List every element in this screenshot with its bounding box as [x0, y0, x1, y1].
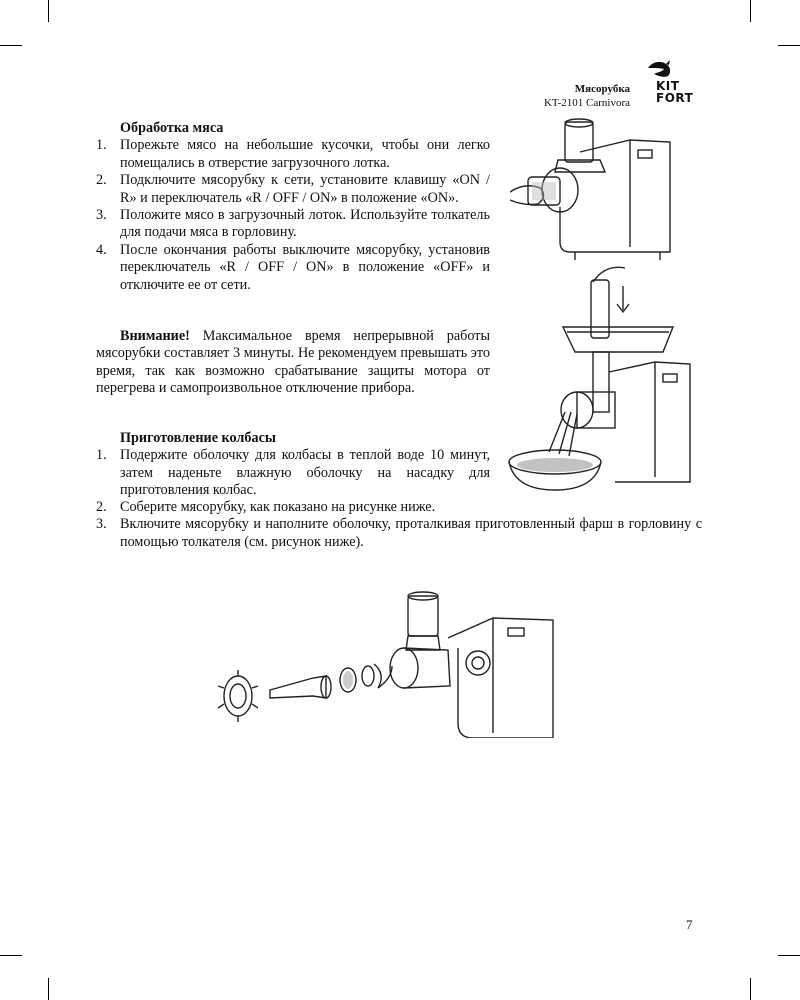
- instructions-list: [96, 137, 490, 294]
- crop-mark: [750, 0, 751, 22]
- instructions-list: [96, 447, 490, 499]
- ring-nut: [224, 676, 252, 716]
- list-item: 1. Подержите оболочку для колбасы в теплой воде 10 минут, затем наденьте влажную оболочку на насадку для приготовления колбас.: [96, 447, 490, 499]
- figure-sausage-assembly: [208, 578, 563, 738]
- logo-text: KIT FORT: [656, 79, 694, 105]
- crop-mark: [48, 978, 49, 1000]
- figure-mincing-into-bowl: [505, 262, 700, 492]
- crop-mark: [750, 978, 751, 1000]
- section-sausage-continued: [96, 499, 702, 551]
- list-item: 2. Соберите мясорубку, как показано на рисунке ниже.: [96, 499, 436, 515]
- warning-paragraph: [96, 328, 490, 398]
- section-sausage: [96, 430, 490, 500]
- figure-loading-meat: [510, 112, 695, 262]
- list-item: 1. Порежьте мясо на небольшие кусочки, чтобы они легко помещались в отверстие загрузочного лотка.: [96, 137, 490, 171]
- header-product-title: Мясорубка: [574, 83, 630, 95]
- crop-mark: [778, 955, 800, 956]
- crop-mark: [0, 45, 22, 46]
- warning-text: Максимальное время непрерывной работы мясорубки составляет 3 минуты. Не рекомендуем превышать это время, так как возможно срабатывание защиты мотора от перегрева и самопроизвольное отключение прибора.: [96, 328, 491, 397]
- instructions-list: [96, 499, 702, 551]
- section-heading: Обработка мяса: [120, 120, 224, 136]
- list-item: 3. Включите мясорубку и наполните оболочку, проталкивая приготовленный фарш в горловину с помощью толкателя (см. рисунок ниже).: [96, 516, 702, 550]
- warning-label: Внимание!: [120, 328, 190, 344]
- section-meat-processing: [96, 120, 490, 294]
- crop-mark: [0, 955, 22, 956]
- header-model: KT-2101 Carnivora: [543, 97, 630, 109]
- page-number: 7: [686, 917, 693, 932]
- crop-mark: [778, 45, 800, 46]
- list-item: 4. После окончания работы выключите мясорубку, установив переключатель «R / OFF / ON» в положение «OFF» и отключите ее от сети.: [96, 241, 490, 293]
- list-item: 3. Положите мясо в загрузочный лоток. Используйте толкатель для подачи мяса в горловину.: [96, 207, 490, 241]
- sausage-nozzle: [270, 676, 326, 698]
- section-heading: Приготовление колбасы: [120, 430, 276, 446]
- list-item: 2. Подключите мясорубку к сети, установите клавишу «ON / R» и переключатель «R / OFF / ON» в положение «ON».: [96, 172, 490, 206]
- crop-mark: [48, 0, 49, 22]
